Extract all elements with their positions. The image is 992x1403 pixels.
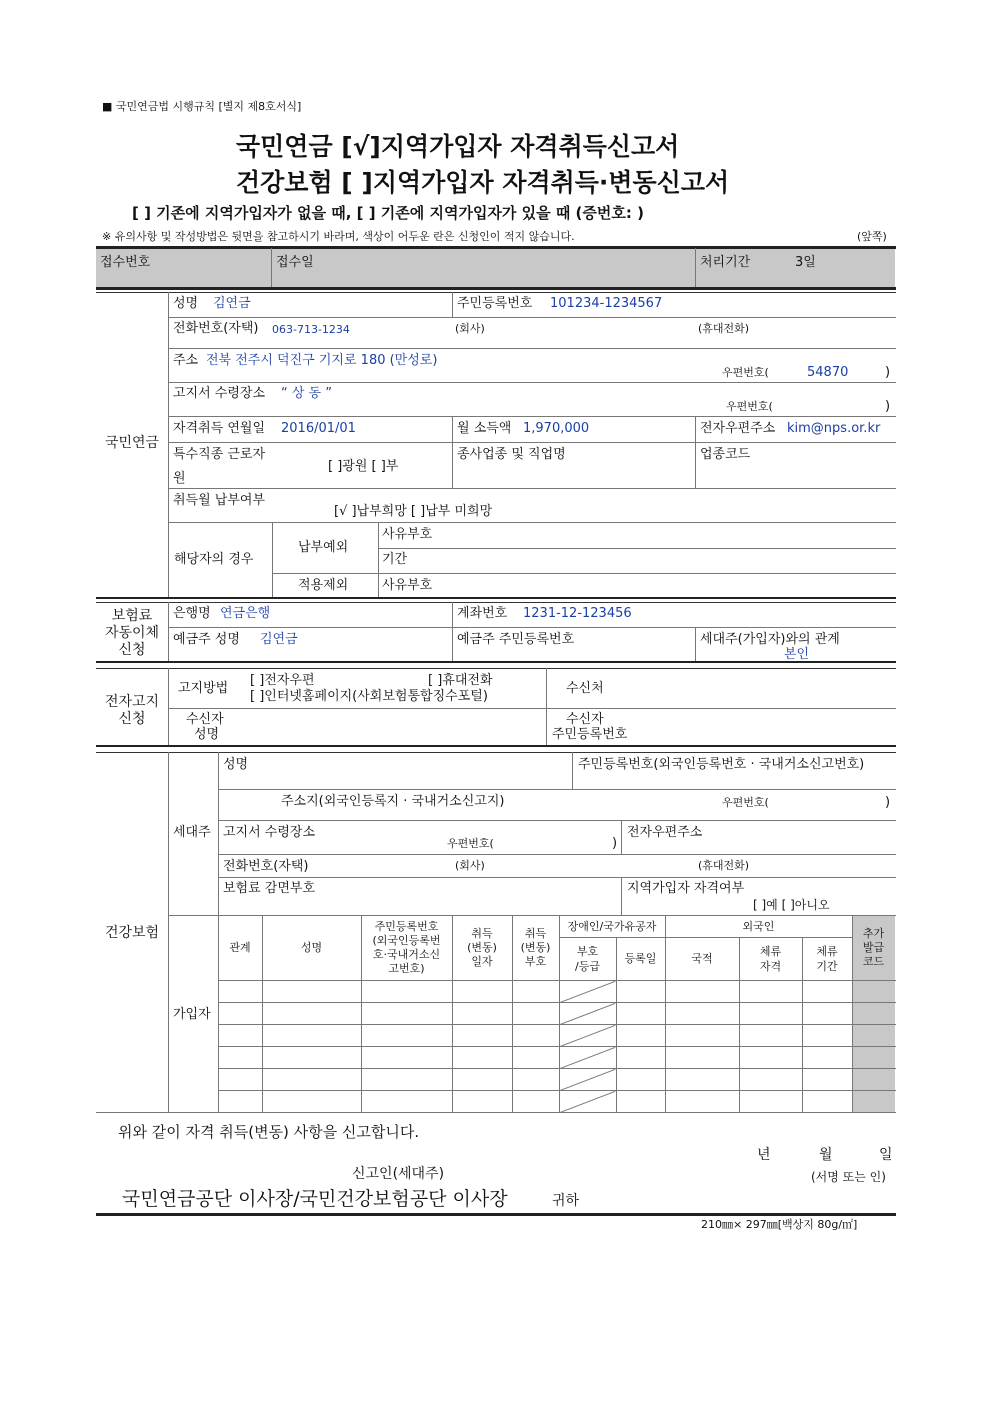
enotice-receiver-label: 수신처 xyxy=(566,681,604,696)
health-qual-label: 지역가입자 자격여부 xyxy=(627,881,745,896)
pension-special-options[interactable]: [ ]광원 [ ]부 xyxy=(328,459,399,474)
enotice-opt-web[interactable]: [ ]인터넷홈페이지(사회보험통합징수포털) xyxy=(250,689,488,704)
col-disabled: 장애인/국가유공자 xyxy=(567,920,657,933)
householder-label: 세대주 xyxy=(173,825,211,840)
enotice-opt-mobile[interactable]: [ ]휴대전화 xyxy=(428,673,493,688)
title-pension: 국민연금 [√]지역가입자 자격취득신고서 xyxy=(236,132,680,161)
receipt-no-label: 접수번호 xyxy=(100,255,151,270)
col-extra-3: 코드 xyxy=(862,955,885,968)
date-month: 월 xyxy=(819,1147,833,1163)
pension-reason-label: 사유부호 xyxy=(382,527,433,542)
pension-case-label: 해당자의 경우 xyxy=(174,552,254,567)
autopay-bank-value[interactable]: 연금은행 xyxy=(220,606,271,621)
pension-postal-close: ) xyxy=(885,365,891,380)
health-rrn-label: 주민등록번호(외국인등록번호 · 국내거소신고번호) xyxy=(578,757,865,772)
pension-industry-label: 종사업종 및 직업명 xyxy=(457,447,566,462)
col-dis-code-2: /등급 xyxy=(575,960,600,973)
pension-exempt-label: 납부예외 xyxy=(298,540,349,555)
autopay-holder-rrn-label: 예금주 주민등록번호 xyxy=(457,632,575,647)
pension-postal-label: 우편번호( xyxy=(722,366,769,379)
subtitle: [ ] 기존에 지역가입자가 없을 때, [ ] 기존에 지역가입자가 있을 때 (증번호: ) xyxy=(132,204,644,222)
health-mobile-label: (휴대전화) xyxy=(698,859,750,872)
col-acq-code-1: 취득 xyxy=(524,927,547,940)
diag-mark xyxy=(560,1069,615,1091)
pension-name-value[interactable]: 김연금 xyxy=(213,296,251,311)
pension-notice-place-label: 고지서 수령장소 xyxy=(173,386,266,401)
pension-pay-label: 취득월 납부여부 xyxy=(173,493,266,508)
date-day: 일 xyxy=(879,1147,893,1163)
pension-postal-value[interactable]: 54870 xyxy=(807,365,849,380)
col-stay-period-1: 체류 xyxy=(816,945,838,958)
health-section-label: 건강보험 xyxy=(104,925,160,941)
health-postal-label: 우편번호( xyxy=(722,796,769,809)
reporter-label: 신고인(세대주) xyxy=(352,1166,445,1182)
diag-mark xyxy=(560,1091,615,1113)
health-postal-close: ) xyxy=(885,795,891,810)
health-qual-options[interactable]: [ ]예 [ ]아니오 xyxy=(753,898,830,912)
pension-phone-label: 전화번호(자택) xyxy=(173,321,259,336)
col-name: 성명 xyxy=(300,941,323,954)
pension-phone-value[interactable]: 063-713-1234 xyxy=(272,323,350,336)
health-notice-place-label: 고지서 수령장소 xyxy=(223,825,316,840)
pension-acq-date-label: 자격취득 연월일 xyxy=(173,421,266,436)
health-email-label: 전자우편주소 xyxy=(627,825,703,840)
autopay-holder-value[interactable]: 김연금 xyxy=(260,632,298,647)
autopay-section-2: 자동이체 xyxy=(104,625,160,641)
diag-mark xyxy=(560,1003,615,1025)
autopay-holder-label: 예금주 성명 xyxy=(173,632,240,647)
col-rrn-2: (외국인등록번 xyxy=(372,934,441,947)
page-side: (앞쪽) xyxy=(857,230,887,243)
enotice-receiver-name-1: 수신자 xyxy=(186,712,224,727)
title-health: 건강보험 [ ]지역가입자 자격취득·변동신고서 xyxy=(236,168,730,197)
col-rrn-4: 고번호) xyxy=(388,962,425,975)
date-year: 년 xyxy=(757,1147,771,1163)
enotice-section-1: 전자고지 xyxy=(104,694,160,710)
enotice-section-2: 신청 xyxy=(118,711,146,727)
pension-company-phone-label: (회사) xyxy=(455,322,485,335)
paper-spec: 210㎜× 297㎜[백상지 80g/㎡] xyxy=(701,1218,858,1231)
pension-email-value[interactable]: kim@nps.or.kr xyxy=(787,421,881,436)
enotice-receiver-rrn-2: 주민등록번호 xyxy=(552,727,628,742)
autopay-section-3: 신청 xyxy=(118,642,146,658)
diag-mark xyxy=(560,1025,615,1047)
sign-label: (서명 또는 인) xyxy=(811,1170,886,1184)
pension-rrn-value[interactable]: 101234-1234567 xyxy=(550,296,663,311)
pension-rrn-label: 주민등록번호 xyxy=(457,296,533,311)
declaration-text: 위와 같이 자격 취득(변동) 사항을 신고합니다. xyxy=(118,1123,420,1141)
enotice-opt-email[interactable]: [ ]전자우편 xyxy=(250,673,315,688)
col-nationality: 국적 xyxy=(691,952,713,965)
diag-mark xyxy=(560,1047,615,1069)
receipt-date-label: 접수일 xyxy=(276,255,314,270)
enotice-receiver-name-2: 성명 xyxy=(194,727,220,742)
col-rrn-1: 주민등록번호 xyxy=(374,920,439,933)
col-acq-date-1: 취득 xyxy=(471,927,493,940)
health-postal2-label: 우편번호( xyxy=(447,837,494,850)
autopay-bank-label: 은행명 xyxy=(173,606,211,621)
col-stay-qual-2: 자격 xyxy=(759,960,782,973)
health-address-label: 주소지(외국인등록지 · 국내거소신고지) xyxy=(281,794,505,809)
pension-section-label: 국민연금 xyxy=(104,435,160,451)
pension-income-label: 월 소득액 xyxy=(457,421,512,436)
col-acq-date-3: 일자 xyxy=(471,955,493,968)
form-reference: ■ 국민연금법 시행규칙 [별지 제8호서식] xyxy=(102,100,302,113)
health-reduction-label: 보험료 감면부호 xyxy=(223,881,316,896)
autopay-relation-value[interactable]: 본인 xyxy=(784,647,810,662)
pension-income-value[interactable]: 1,970,000 xyxy=(523,421,590,436)
pension-special-label: 특수직종 근로자 xyxy=(173,447,266,462)
col-dis-code-1: 부호 xyxy=(576,945,599,958)
autopay-account-label: 계좌번호 xyxy=(457,606,508,621)
col-stay-qual-1: 체류 xyxy=(759,945,782,958)
addressee-suffix: 귀하 xyxy=(552,1193,580,1209)
col-rrn-3: 호·국내거소신 xyxy=(372,948,441,961)
pension-special-label-2: 원 xyxy=(173,471,186,486)
health-postal2-close: ) xyxy=(612,836,618,851)
instruction-note: ※ 유의사항 및 작성방법은 뒷면을 참고하시기 바라며, 색상이 어두운 란은 신청인이 적지 않습니다. xyxy=(102,230,575,243)
pension-mobile-label: (휴대전화) xyxy=(698,322,750,335)
pension-email-label: 전자우편주소 xyxy=(700,421,776,436)
enotice-receiver-rrn-1: 수신자 xyxy=(566,712,604,727)
col-extra-1: 추가 xyxy=(862,927,885,940)
subscriber-label: 가입자 xyxy=(173,1007,211,1022)
col-acq-date-2: (변동) xyxy=(467,941,497,954)
pension-reason2-label: 사유부호 xyxy=(382,578,433,593)
pension-address-value[interactable]: 전북 전주시 덕진구 기지로 180 (만성로) xyxy=(206,353,438,368)
autopay-account-value[interactable]: 1231-12-123456 xyxy=(523,606,632,621)
health-company-label: (회사) xyxy=(455,859,485,872)
pension-period-label: 기간 xyxy=(382,552,408,567)
col-acq-code-3: 부호 xyxy=(524,955,547,968)
col-stay-period-2: 기간 xyxy=(816,960,838,973)
processing-period-label: 처리기간 xyxy=(700,255,751,270)
diag-mark xyxy=(560,981,615,1003)
receipt-band xyxy=(96,247,895,287)
addressee: 국민연금공단 이사장/국민건강보험공단 이사장 xyxy=(122,1188,508,1210)
pension-acq-date-value[interactable]: 2016/01/01 xyxy=(281,421,356,436)
col-extra-2: 발급 xyxy=(862,941,885,954)
pension-postal2-close: ) xyxy=(885,399,891,414)
pension-name-label: 성명 xyxy=(173,296,199,311)
processing-period-value: 3일 xyxy=(795,255,816,270)
pension-pay-options[interactable]: [√ ]납부희망 [ ]납부 미희망 xyxy=(334,504,493,519)
col-reg-date: 등록일 xyxy=(624,952,657,965)
pension-industry-code-label: 업종코드 xyxy=(700,447,751,462)
health-name-label: 성명 xyxy=(223,757,249,772)
col-relation: 관계 xyxy=(229,941,251,954)
pension-exclude-label: 적용제외 xyxy=(298,578,349,593)
pension-postal2-label: 우편번호( xyxy=(726,400,773,413)
col-acq-code-2: (변동) xyxy=(520,941,551,954)
enotice-method-label: 고지방법 xyxy=(178,681,229,696)
autopay-section-1: 보험료 xyxy=(111,608,153,624)
health-phone-label: 전화번호(자택) xyxy=(223,859,309,874)
autopay-relation-label: 세대주(가입자)와의 관계 xyxy=(700,632,840,647)
col-foreign: 외국인 xyxy=(742,920,775,933)
pension-address-label: 주소 xyxy=(173,353,199,368)
pension-notice-place-value[interactable]: “ 상 동 ” xyxy=(281,386,332,401)
